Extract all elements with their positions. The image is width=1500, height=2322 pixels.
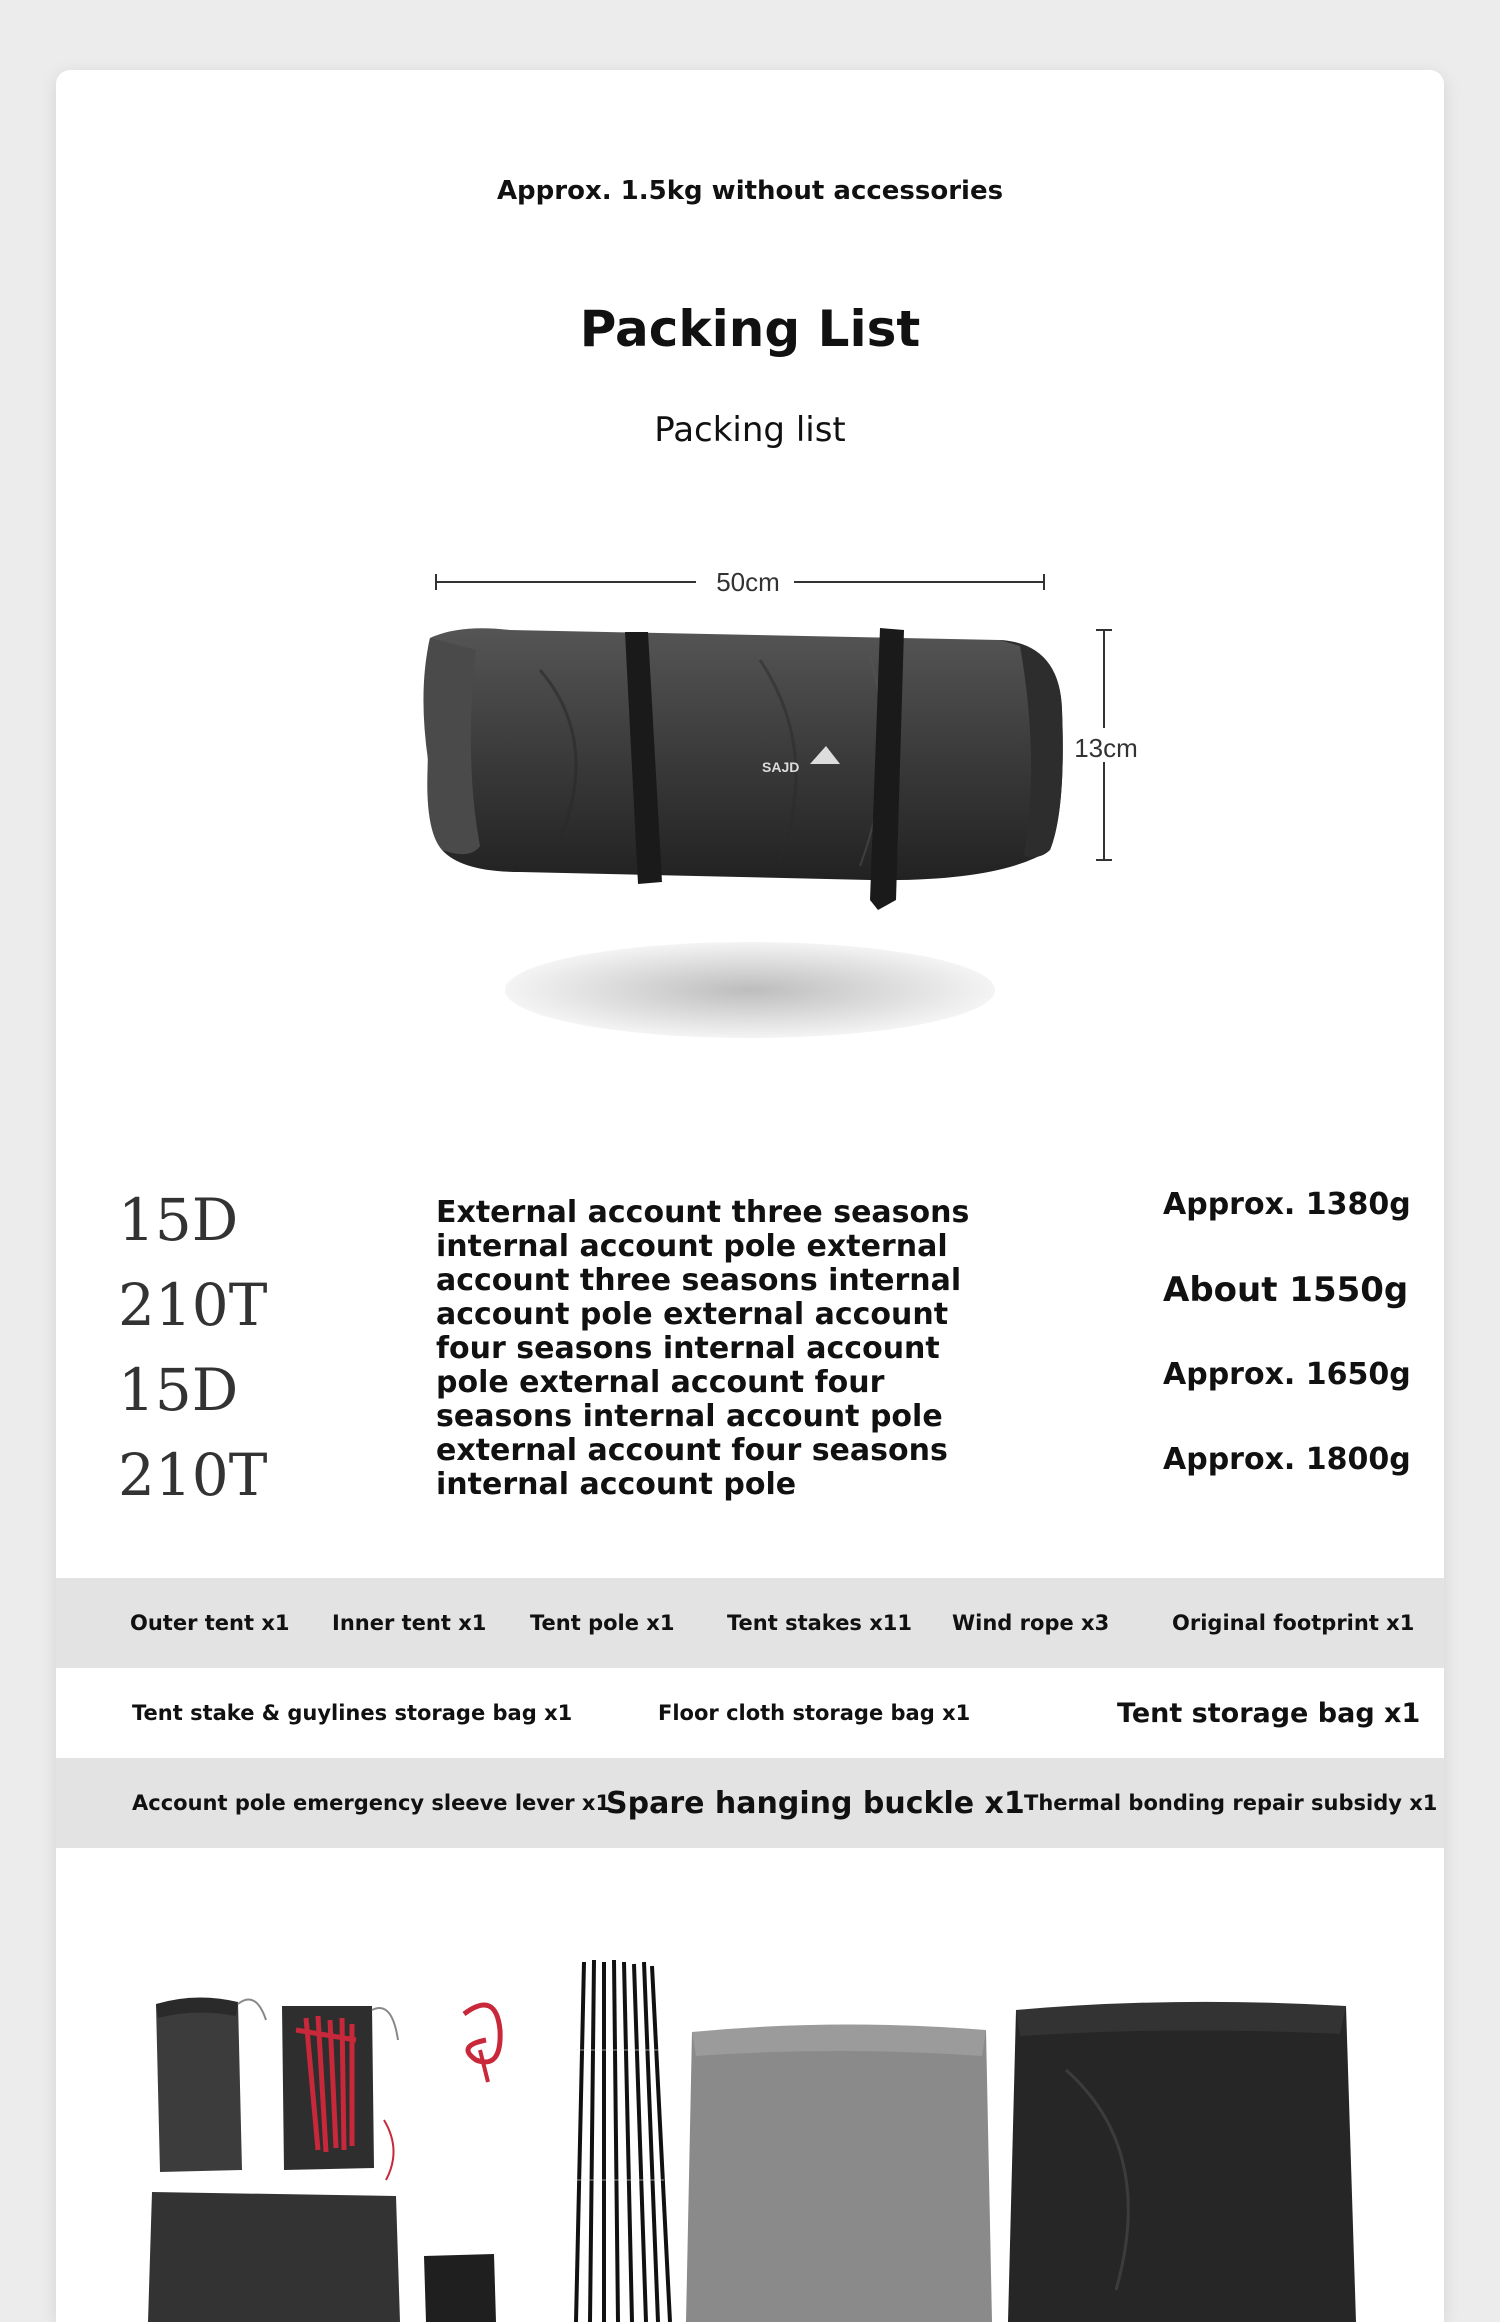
height-label: 13cm: [1074, 733, 1138, 763]
page-title-alt: Packing list: [654, 410, 846, 450]
stake-storage-bag: [156, 1997, 266, 2172]
fabric-spec: 210T: [118, 1271, 268, 1339]
wind-rope: [464, 2005, 500, 2082]
item-label: Account pole emergency sleeve lever x1: [132, 1791, 611, 1815]
length-label: 50cm: [716, 567, 780, 597]
item-label: Outer tent x1: [130, 1611, 290, 1635]
item-label: Tent stake & guylines storage bag x1: [132, 1701, 573, 1725]
item-label: Wind rope x3: [952, 1611, 1110, 1635]
items-row-1: [56, 1578, 1444, 1668]
item-label: Tent storage bag x1: [1117, 1697, 1421, 1729]
weight-value: Approx. 1800g: [1163, 1442, 1411, 1477]
item-label: Tent pole x1: [530, 1611, 675, 1635]
weight-subtitle: Approx. 1.5kg without accessories: [496, 176, 1004, 206]
item-label: Original footprint x1: [1172, 1611, 1415, 1635]
items-row-3: [56, 1758, 1444, 1848]
repair-patch: [424, 2254, 496, 2322]
item-label: Spare hanging buckle x1: [606, 1785, 1025, 1821]
weight-value: Approx. 1650g: [1163, 1357, 1411, 1392]
version-description: External account three seasons internal account pole external account three seasons internal account pole external account four seasons internal account pole external account four seasons internal account pole external account four seasons internal account pole: [436, 1195, 970, 1502]
fabric-spec-list: [118, 1178, 267, 1518]
page-title: Packing List: [579, 300, 921, 358]
footprint-bag: [148, 2192, 400, 2322]
outer-tent-folded: [1008, 2006, 1356, 2322]
inner-tent-folded: [686, 2030, 992, 2322]
tent-poles: [576, 1960, 670, 2322]
package-contents-photo: [56, 1850, 1444, 2322]
fabric-spec: 15D: [118, 1186, 239, 1254]
weight-value: About 1550g: [1163, 1270, 1409, 1310]
fabric-spec: 15D: [118, 1356, 239, 1424]
storage-bag-body: [425, 628, 1062, 880]
item-label: Floor cloth storage bag x1: [658, 1701, 971, 1725]
weight-list: [1163, 1185, 1411, 1525]
guyline-storage-bag: [282, 2006, 398, 2180]
item-label: Inner tent x1: [332, 1611, 487, 1635]
items-row-2: [56, 1668, 1444, 1758]
item-label: Thermal bonding repair subsidy x1: [1024, 1791, 1438, 1815]
item-label: Tent stakes x11: [727, 1611, 913, 1635]
weight-value: Approx. 1380g: [1163, 1187, 1411, 1222]
fabric-spec: 210T: [118, 1441, 268, 1509]
storage-bag-illustration: [400, 560, 1160, 1060]
svg-text:SAJD: SAJD: [762, 759, 800, 775]
bag-shadow: [505, 942, 995, 1038]
